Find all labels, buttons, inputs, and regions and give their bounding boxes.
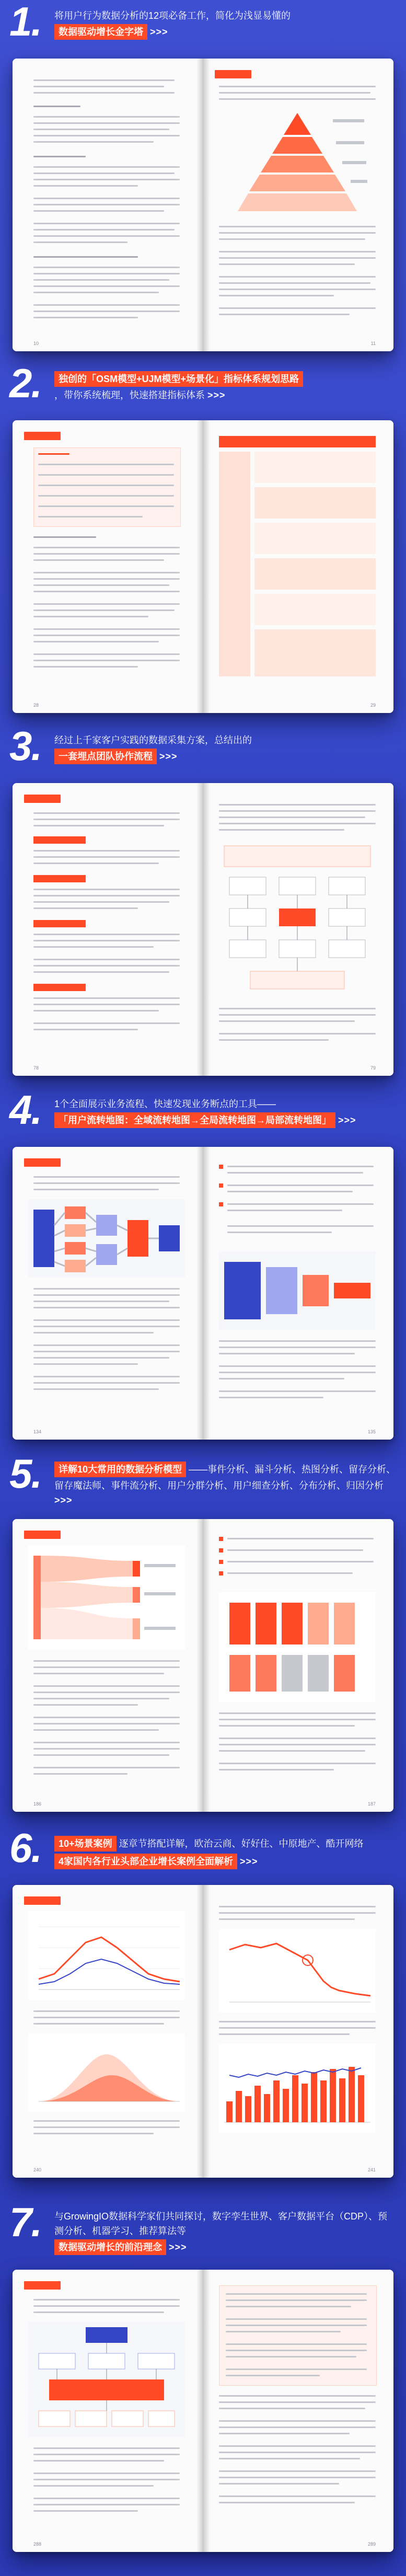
pyramid-diagram-icon: [224, 109, 370, 218]
book-spread-6: [13, 1885, 393, 2178]
section-description: [54, 370, 397, 402]
funnel-flow-diagram: [219, 1251, 376, 1330]
section-number: 6.: [9, 1825, 42, 1871]
arrows-icon: >>>: [54, 1495, 73, 1505]
right-page: [203, 783, 393, 1076]
highlight-text: 详解10大常用的数据分析模型: [54, 1462, 186, 1477]
description-text: ——事件分析、漏斗分析、热图分析、留存分析、留存魔法师、事件流分析、用户分群分析、用户细查分析、分布分析、归因分析: [54, 1464, 396, 1491]
right-page: [203, 1147, 393, 1440]
book-spread-5: [13, 1519, 393, 1812]
section-number: 2.: [9, 360, 42, 406]
section-number: 4.: [9, 1087, 42, 1133]
arrows-icon: >>>: [207, 390, 226, 400]
arrows-icon: >>>: [159, 751, 178, 762]
left-page: [13, 1885, 203, 2178]
step-label: [33, 875, 86, 882]
section-description: [54, 2209, 397, 2256]
description-text: 将用户行为数据分析的12项必备工作，简化为浅显易懂的: [54, 10, 291, 21]
right-page: [203, 59, 393, 351]
book-spread-7: [13, 2270, 393, 2552]
section-description: [54, 733, 397, 765]
arrows-icon: >>>: [240, 1856, 258, 1867]
line-chart-icon: [28, 1911, 185, 2000]
highlight-text: 独创的「OSM模型+UJM模型+场景化」指标体系规划思路: [54, 371, 303, 387]
page-number: 78: [33, 1065, 39, 1071]
page-number: 186: [33, 1801, 42, 1807]
section-description: [54, 1097, 397, 1129]
section-4: [0, 1087, 406, 1458]
section-number: 5.: [9, 1451, 42, 1497]
page-number: 134: [33, 1429, 42, 1434]
section-7: [0, 2199, 406, 2576]
highlight-box: [219, 2285, 377, 2386]
bar-chart-icon: [219, 2044, 376, 2133]
page-number: 288: [33, 2542, 42, 2547]
indicator-grid-diagram: [219, 436, 376, 682]
left-page: [13, 420, 203, 713]
page-number: 79: [370, 1065, 376, 1071]
right-page: [203, 2270, 393, 2552]
page-number: 289: [367, 2542, 376, 2547]
step-label: [33, 920, 86, 927]
page-number: 241: [367, 2167, 376, 2172]
left-page: [13, 783, 203, 1076]
left-page: [13, 59, 203, 351]
highlight-text: 一套埋点团队协作流程: [54, 749, 157, 764]
metric-table-diagram: [33, 447, 181, 527]
highlight-text-2: 4家国内各行业头部企业增长案例全面解析: [54, 1854, 237, 1869]
area-chart-icon: [28, 2033, 185, 2112]
sankey-chart-icon: [28, 1545, 185, 1650]
left-page: [13, 1147, 203, 1440]
description-text: 1个全面展示业务流程、快速发现业务断点的工具——: [54, 1099, 276, 1109]
description-text: 经过上千家客户实践的数据采集方案，总结出的: [54, 735, 252, 745]
highlight-text: 数据驱动增长金字塔: [54, 24, 147, 40]
book-spread-3: [13, 783, 393, 1076]
page-number: 135: [367, 1429, 376, 1434]
section-number: 7.: [9, 2199, 42, 2245]
section-description: [54, 8, 397, 41]
section-description: [54, 1835, 397, 1870]
cdp-architecture-diagram: [28, 2322, 185, 2437]
section-1: [0, 0, 406, 370]
step-label: [33, 836, 86, 844]
left-page: [13, 1519, 203, 1812]
section-number: 1.: [9, 0, 42, 44]
highlight-text: 「用户流转地图：全域流转地图→全局流转地图→局部流转地图」: [54, 1112, 335, 1128]
page-number: 10: [33, 341, 39, 346]
description-text: ，带你系统梳理，快速搭建指标体系: [54, 390, 205, 400]
book-spread-4: [13, 1147, 393, 1440]
page-number: 11: [370, 341, 376, 346]
section-3: [0, 723, 406, 1095]
page-number: 187: [367, 1801, 376, 1807]
section-description: [54, 1460, 397, 1508]
page-number: 240: [33, 2167, 42, 2172]
collaboration-flow-diagram: [219, 841, 376, 997]
book-spread-1: [13, 59, 393, 351]
book-spread-2: [13, 420, 393, 713]
left-page: [13, 2270, 203, 2552]
page-number: 28: [33, 703, 39, 708]
user-flow-map-diagram: [28, 1199, 185, 1278]
arrows-icon: >>>: [338, 1115, 356, 1125]
section-6: [0, 1825, 406, 2207]
description-text: 与GrowingIO数据科学家们共同探讨，数字孪生世界、客户数据平台（CDP）、预测分析、机器学习、推荐算法等: [54, 2211, 388, 2236]
section-2: [0, 360, 406, 732]
arrows-icon: >>>: [169, 2242, 187, 2252]
bullet-list: [219, 1535, 376, 1587]
highlight-text: 数据驱动增长的前沿理念: [54, 2239, 166, 2255]
right-page: [203, 1885, 393, 2178]
right-page: [203, 420, 393, 713]
highlight-text: 10+场景案例: [54, 1836, 117, 1852]
bullet-list: [219, 1163, 376, 1241]
arrows-icon: >>>: [150, 27, 168, 37]
section-number: 3.: [9, 723, 42, 769]
description-text: 逐章节搭配详解，欧治云商、好好住、中原地产、酷开网络: [119, 1838, 364, 1849]
section-5: [0, 1451, 406, 1833]
right-page: [203, 1519, 393, 1812]
line-chart-icon: [219, 1929, 376, 2012]
step-label: [33, 984, 86, 991]
page-number: 29: [370, 703, 376, 708]
bar-chart-icon: [219, 1592, 376, 1702]
